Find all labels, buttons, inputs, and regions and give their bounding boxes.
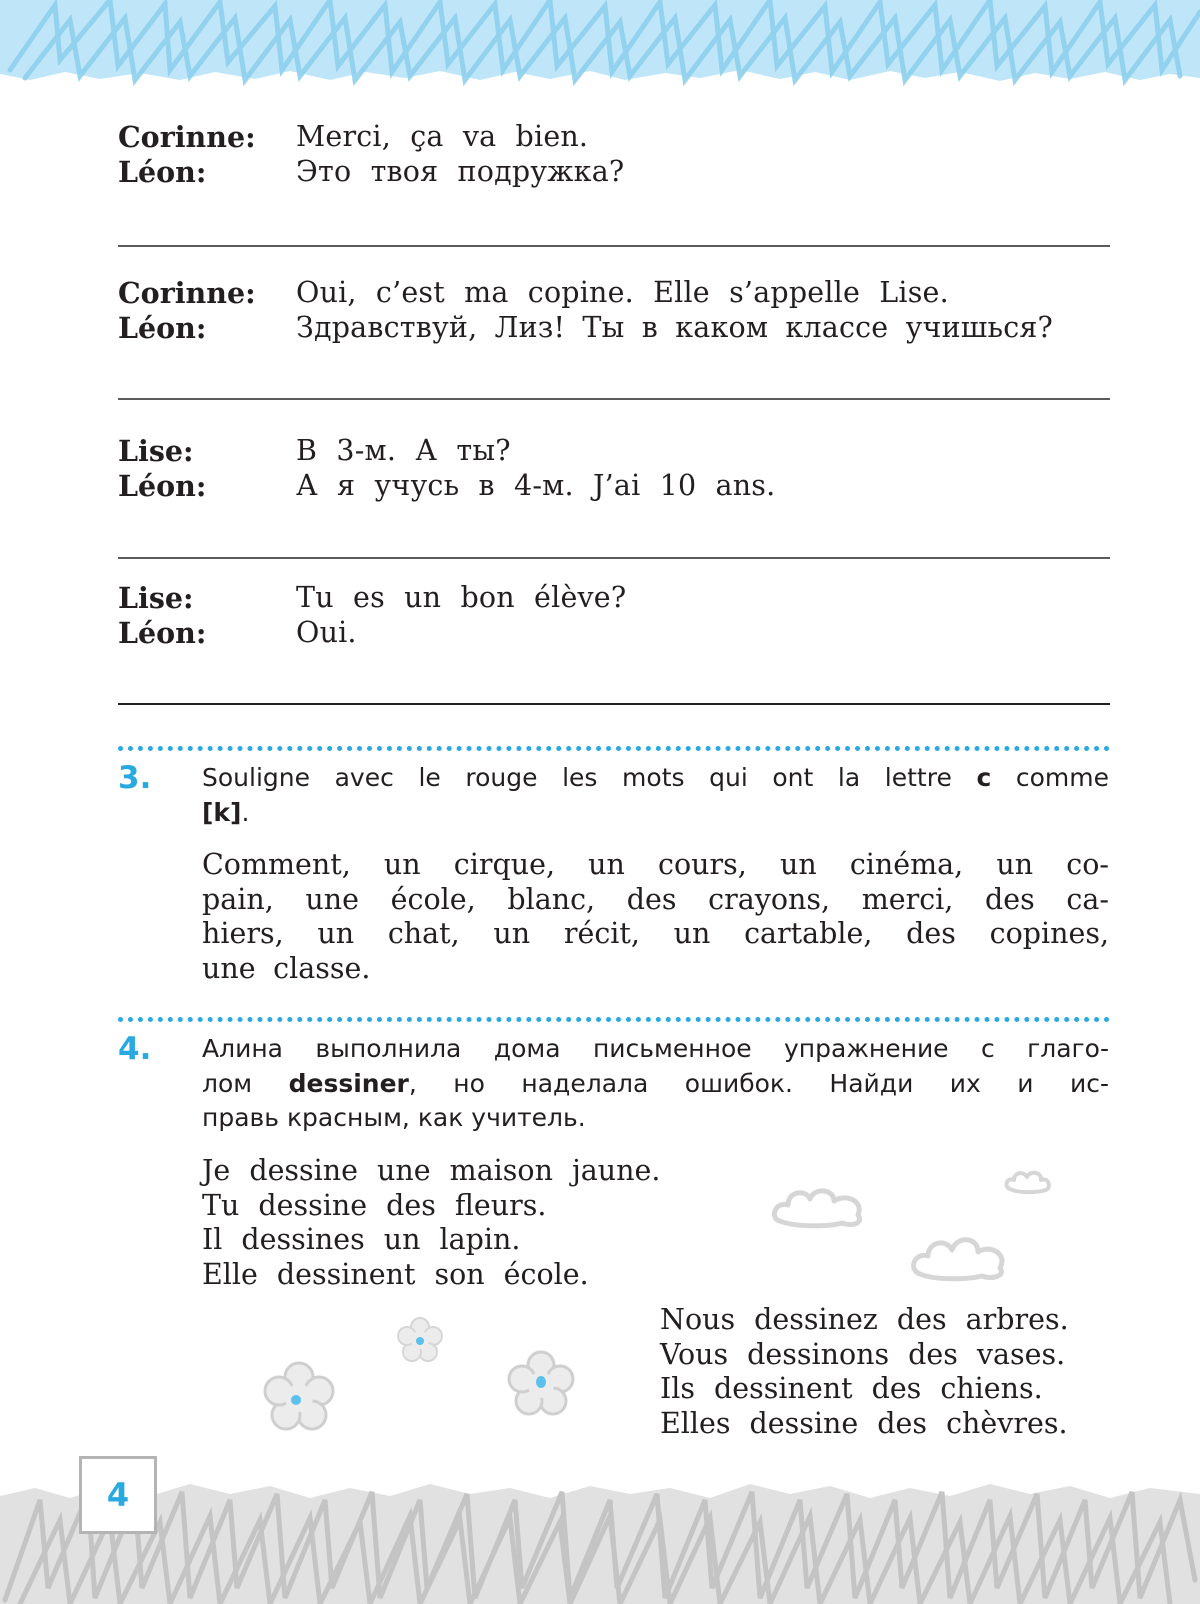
dialogue-line: [118, 276, 1110, 311]
exercise-separator: [118, 746, 1110, 751]
dialogue-block-2: [118, 276, 1110, 345]
cloud-icon: [1004, 1169, 1052, 1195]
cloud-icon: [910, 1230, 1010, 1282]
exercise-separator: [118, 1017, 1110, 1022]
sentence: Nous dessinez des arbres.: [660, 1303, 1069, 1336]
instruction-line: лом dessiner, но наделала ошибок. Найди их и ис-: [202, 1068, 1109, 1098]
speech-text: В 3-м. А ты?: [296, 434, 511, 467]
speaker-name: Léon:: [118, 615, 207, 650]
sentence: Ils dessinent des chiens.: [660, 1372, 1043, 1405]
letter-c: c: [976, 763, 992, 792]
speaker-name: Léon:: [118, 468, 207, 503]
speech-text: Oui.: [296, 615, 357, 649]
speech-text: Merci, ça va bien.: [296, 120, 589, 153]
speech-text: Это твоя подружка?: [296, 154, 625, 188]
dialogue-line: [118, 616, 1110, 651]
flower-icon: [505, 1349, 577, 1421]
instruction-line: Souligne avec le rouge les mots qui ont la lettre c comme: [202, 763, 1109, 792]
sentence: Tu dessine des fleurs.: [202, 1188, 547, 1222]
word-line: pain, une école, blanc, des crayons, merci, des ca-: [202, 882, 1109, 916]
dialogue-line: [118, 434, 1110, 469]
dialogue-block-3: [118, 434, 1110, 503]
flower-icon: [261, 1360, 337, 1436]
dialogue-block-4: [118, 581, 1110, 650]
sentence: Il dessines un lapin.: [202, 1223, 521, 1256]
top-crayon-band: [0, 0, 1200, 96]
instruction-line: правь красным, как учитель.: [202, 1103, 586, 1132]
sentence: Je dessine une maison jaune.: [202, 1154, 661, 1187]
dialogue-block-1: [118, 120, 1110, 189]
dialogue-line: [118, 155, 1110, 190]
word-line: Comment, un cirque, un cours, un cinéma, un co-: [202, 848, 1109, 881]
speaker-name: Léon:: [118, 310, 207, 345]
bottom-crayon-band: [0, 1470, 1200, 1604]
sentence: Elles dessine des chèvres.: [660, 1406, 1068, 1440]
speaker-name: Corinne:: [118, 276, 256, 310]
word-line: une classe.: [202, 951, 371, 985]
speech-text: Здравствуй, Лиз! Ты в каком классе учишься?: [296, 310, 1054, 344]
sentence: Elle dessinent son école.: [202, 1257, 589, 1291]
exercise-4-number: 4.: [118, 1031, 152, 1067]
sentences-right: [660, 1303, 1069, 1441]
speech-text: Oui, c’est ma copine. Elle s’appelle Lise.: [296, 276, 949, 309]
dialogue-line: [118, 581, 1110, 616]
instruction-line: [k].: [202, 797, 250, 827]
exercise-3-number: 3.: [118, 760, 152, 796]
page-number: 4: [106, 1476, 130, 1514]
phoneme-k: [k]: [202, 797, 242, 827]
word-line: hiers, un chat, un récit, un cartable, des copines,: [202, 917, 1109, 950]
page-number-box: [79, 1456, 157, 1534]
dialogue-line: [118, 311, 1110, 346]
answer-line: [118, 557, 1110, 559]
speech-text: Tu es un bon élève?: [296, 581, 627, 614]
verb-dessiner: dessiner: [288, 1068, 409, 1098]
exercise-4-instruction: [202, 1032, 1109, 1136]
flower-icon: [395, 1315, 445, 1365]
answer-line: [118, 245, 1110, 247]
dialogue-line: [118, 120, 1110, 155]
speaker-name: Lise:: [118, 434, 194, 468]
speaker-name: Corinne:: [118, 120, 256, 154]
answer-line: [118, 703, 1110, 705]
speaker-name: Léon:: [118, 154, 207, 189]
instruction-line: Алина выполнила дома письменное упражнение с глаго-: [202, 1034, 1109, 1063]
answer-line: [118, 398, 1110, 400]
cloud-icon: [772, 1183, 868, 1229]
exercise-3-instruction: [202, 761, 1109, 830]
sentence: Vous dessinons des vases.: [660, 1337, 1066, 1371]
dialogue-line: [118, 469, 1110, 504]
speaker-name: Lise:: [118, 581, 194, 615]
speech-text: А я учусь в 4-м. J’ai 10 ans.: [296, 468, 776, 502]
exercise-3-word-list: [202, 848, 1109, 986]
sentences-left: [202, 1154, 660, 1292]
